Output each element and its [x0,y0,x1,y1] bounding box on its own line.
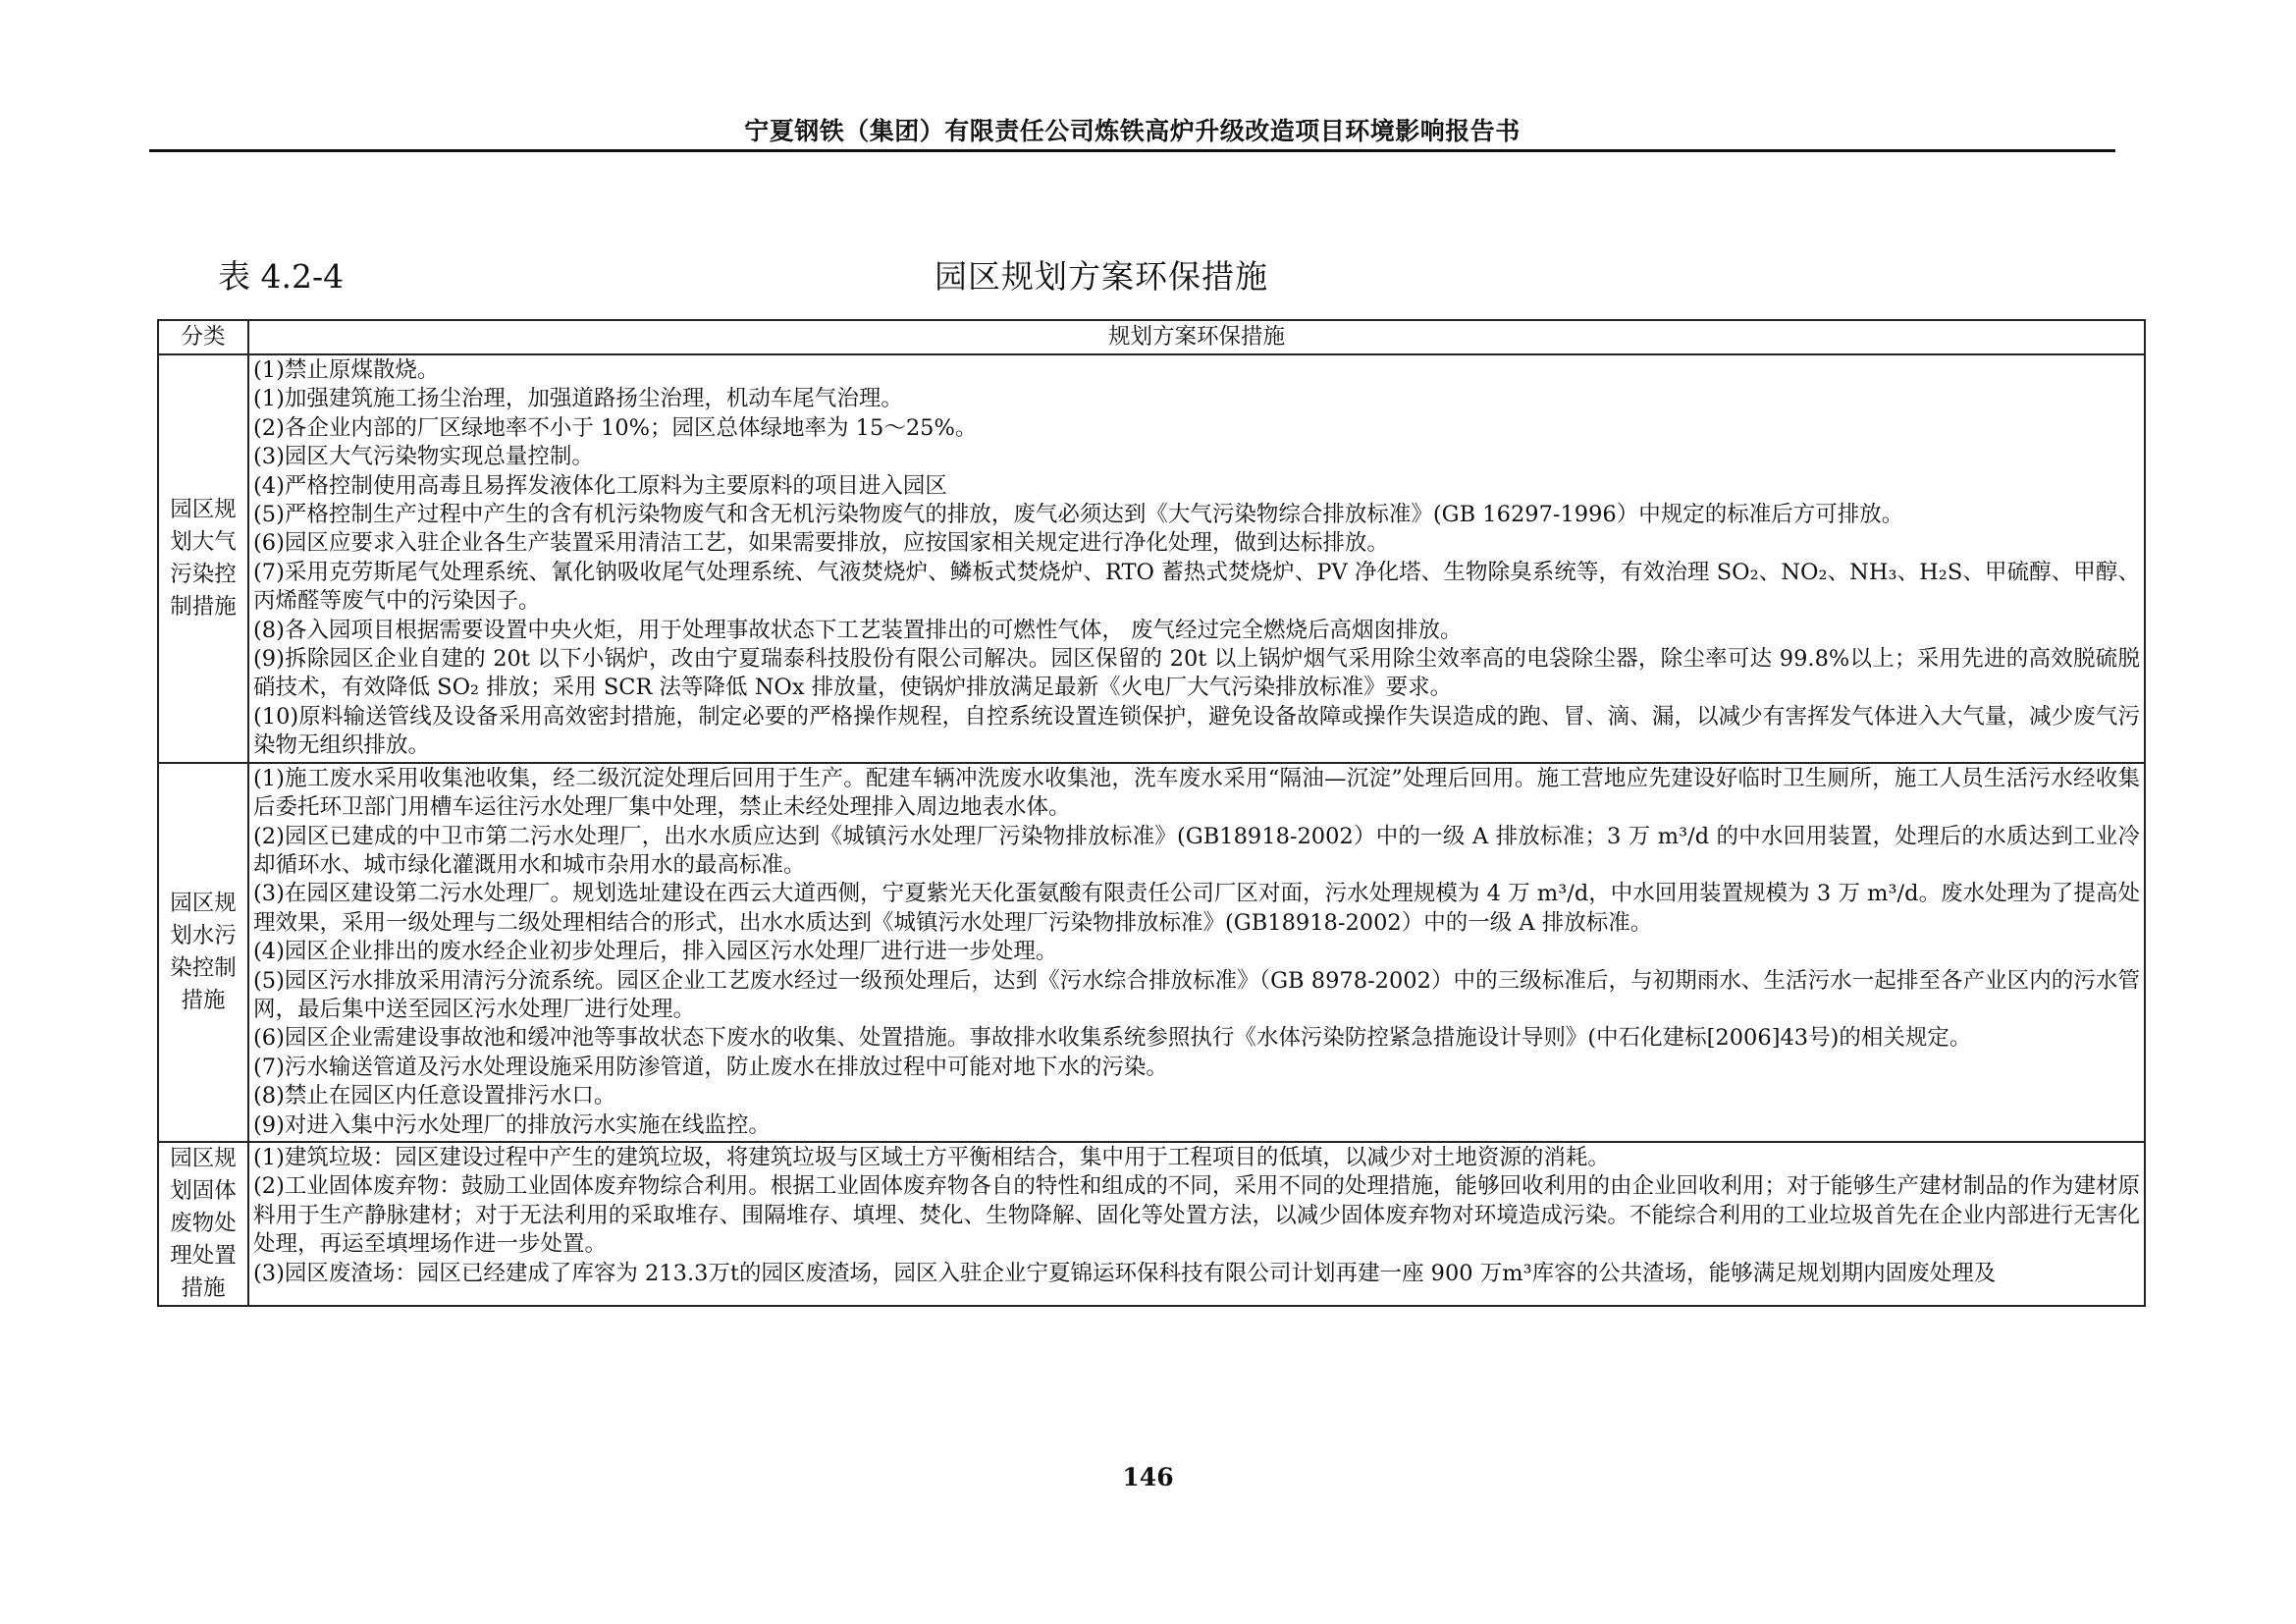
measure-item: (8)各入园项目根据需要设置中央火炬，用于处理事故状态下工艺装置排出的可燃性气体， 废气经过完全燃烧后高烟囱排放。 [253,617,1463,643]
column-header-category: 分类 [158,320,248,354]
measures-table [157,319,2146,1307]
measure-item: (3)园区大气污染物实现总量控制。 [253,444,594,470]
measure-item: (8)禁止在园区内任意设置排污水口。 [253,1083,616,1110]
page-number: 146 [1122,1463,1174,1491]
measure-item: (2)各企业内部的厂区绿地率不小于 10%；园区总体绿地率为 15～25%。 [253,414,978,441]
measure-item: (5)严格控制生产过程中产生的含有机污染物废气和含无机污染物废气的排放，废气必须达到《大气污染物综合排放标准》(GB 16297-1996）中规定的标准后方可排放。 [253,502,1904,528]
measure-item: (1)禁止原煤散烧。 [253,357,440,383]
measure-item: (1)建筑垃圾：园区建设过程中产生的建筑垃圾，将建筑垃圾与区域土方平衡相结合，集中用于工程项目的低填，以减少对土地资源的消耗。 [253,1144,1610,1170]
measures-cell [248,763,2145,1142]
column-header-measures: 规划方案环保措施 [248,320,2145,354]
table-row-air [158,354,2145,763]
measure-item: (4)园区企业排出的废水经企业初步处理后，排入园区污水处理厂进行进一步处理。 [253,939,1058,965]
category-label: 园区规划固体废物处理处置措施 [170,1145,237,1301]
measure-item: (3)在园区建设第二污水处理厂。规划选址建设在西云大道西侧，宁夏紫光天化蛋氨酸有限责任公司厂区对面，污水处理规模为 4 万 m³/d，中水回用装置规模为 3 万 m³/d。废水处理为了提高处理效果，采用一级处理与二级处理相结合的形式，出水水质达到《城镇污水处理厂污染物排放标准》(GB18918-2002）中的一级 A 排放标准。 [253,881,2140,936]
table-row-solid-waste [158,1142,2145,1306]
document-header: 宁夏钢铁（集团）有限责任公司炼铁高炉升级改造项目环境影响报告书 [744,117,1521,145]
measure-item: (6)园区企业需建设事故池和缓冲池等事故状态下废水的收集、处置措施。事故排水收集系统参照执行《水体污染防控紧急措施设计导则》(中石化建标[2006]43号)的相关规定。 [253,1025,1972,1052]
table-title: 园区规划方案环保措施 [934,257,1268,296]
measure-item: (10)原料输送管线及设备采用高效密封措施，制定必要的严格操作规程，自控系统设置连锁保护，避免设备故障或操作失误造成的跑、冒、滴、漏，以减少有害挥发气体进入大气量，减少废气污染物无组织排放。 [253,703,2140,759]
measures-cell [248,1142,2145,1306]
measure-item: (6)园区应要求入驻企业各生产装置采用清洁工艺，如果需要排放，应按国家相关规定进行净化处理，做到达标排放。 [253,530,1389,557]
measure-item: (9)拆除园区企业自建的 20t 以下小锅炉，改由宁夏瑞泰科技股份有限公司解决。园区保留的 20t 以上锅炉烟气采用除尘效率高的电袋除尘器，除尘率可达 99.8%以上；采用先进的高效脱硫脱硝技术，有效降低 SO₂ 排放；采用 SCR 法等降低 NOx 排放量，使锅炉排放满足最新《火电厂大气污染排放标准》要求。 [253,646,2140,701]
category-cell [158,763,248,1142]
header-rule [149,149,2115,152]
table-number: 表 4.2-4 [218,257,345,296]
table-row-water [158,763,2145,1142]
table-header-row [158,320,2145,354]
measure-item: (7)采用克劳斯尾气处理系统、氰化钠吸收尾气处理系统、气液焚烧炉、鳞板式焚烧炉、RTO 蓄热式焚烧炉、PV 净化塔、生物除臭系统等，有效治理 SO₂、NO₂、NH₃、H₂S、甲硫醇、甲醇、丙烯醛等废气中的污染因子。 [253,559,2140,615]
measure-item: (4)严格控制使用高毒且易挥发液体化工原料为主要原料的项目进入园区 [253,472,947,499]
measure-item: (2)园区已建成的中卫市第二污水处理厂，出水水质应达到《城镇污水处理厂污染物排放标准》(GB18918-2002）中的一级 A 排放标准；3 万 m³/d 的中水回用装置，处理后的水质达到工业冷却循环水、城市绿化灌溉用水和城市杂用水的最高标准。 [253,823,2140,878]
measure-item: (5)园区污水排放采用清污分流系统。园区企业工艺废水经过一级预处理后，达到《污水综合排放标准》（GB 8978-2002）中的三级标准后，与初期雨水、生活污水一起排至各产业区内的污水管网，最后集中送至园区污水处理厂进行处理。 [253,967,2140,1022]
category-label: 园区规划大气污染控制措施 [170,496,237,620]
measures-cell [248,354,2145,763]
category-cell [158,354,248,763]
measure-item: (7)污水输送管道及污水处理设施采用防渗管道，防止废水在排放过程中可能对地下水的污染。 [253,1054,1168,1080]
category-cell [158,1142,248,1306]
measure-item: (3)园区废渣场：园区已经建成了库容为 213.3万t的园区废渣场，园区入驻企业宁夏锦运环保科技有限公司计划再建一座 900 万m³库容的公共渣场，能够满足规划期内固废处理及 [253,1260,1997,1286]
measure-item: (2)工业固体废弃物：鼓励工业固体废弃物综合利用。根据工业固体废弃物各自的特性和组成的不同，采用不同的处理措施，能够回收利用的由企业回收利用；对于能够生产建材制品的作为建材原料用于生产静脉建材；对于无法利用的采取堆存、围隔堆存、填埋、焚化、生物降解、固化等处置方法，以减少固体废弃物对环境造成污染。不能综合利用的工业垃圾首先在企业内部进行无害化处理，再运至填埋场作进一步处置。 [253,1173,2140,1258]
measure-item: (1)施工废水采用收集池收集，经二级沉淀处理后回用于生产。配建车辆冲洗废水收集池，洗车废水采用“隔油—沉淀”处理后回用。施工营地应先建设好临时卫生厕所，施工人员生活污水经收集后委托环卫部门用槽车运往污水处理厂集中处理，禁止未经处理排入周边地表水体。 [253,765,2140,821]
measure-item: (1)加强建筑施工扬尘治理，加强道路扬尘治理，机动车尾气治理。 [253,386,903,412]
category-label: 园区规划水污染控制措施 [170,890,237,1013]
measure-item: (9)对进入集中污水处理厂的排放污水实施在线监控。 [253,1111,771,1138]
